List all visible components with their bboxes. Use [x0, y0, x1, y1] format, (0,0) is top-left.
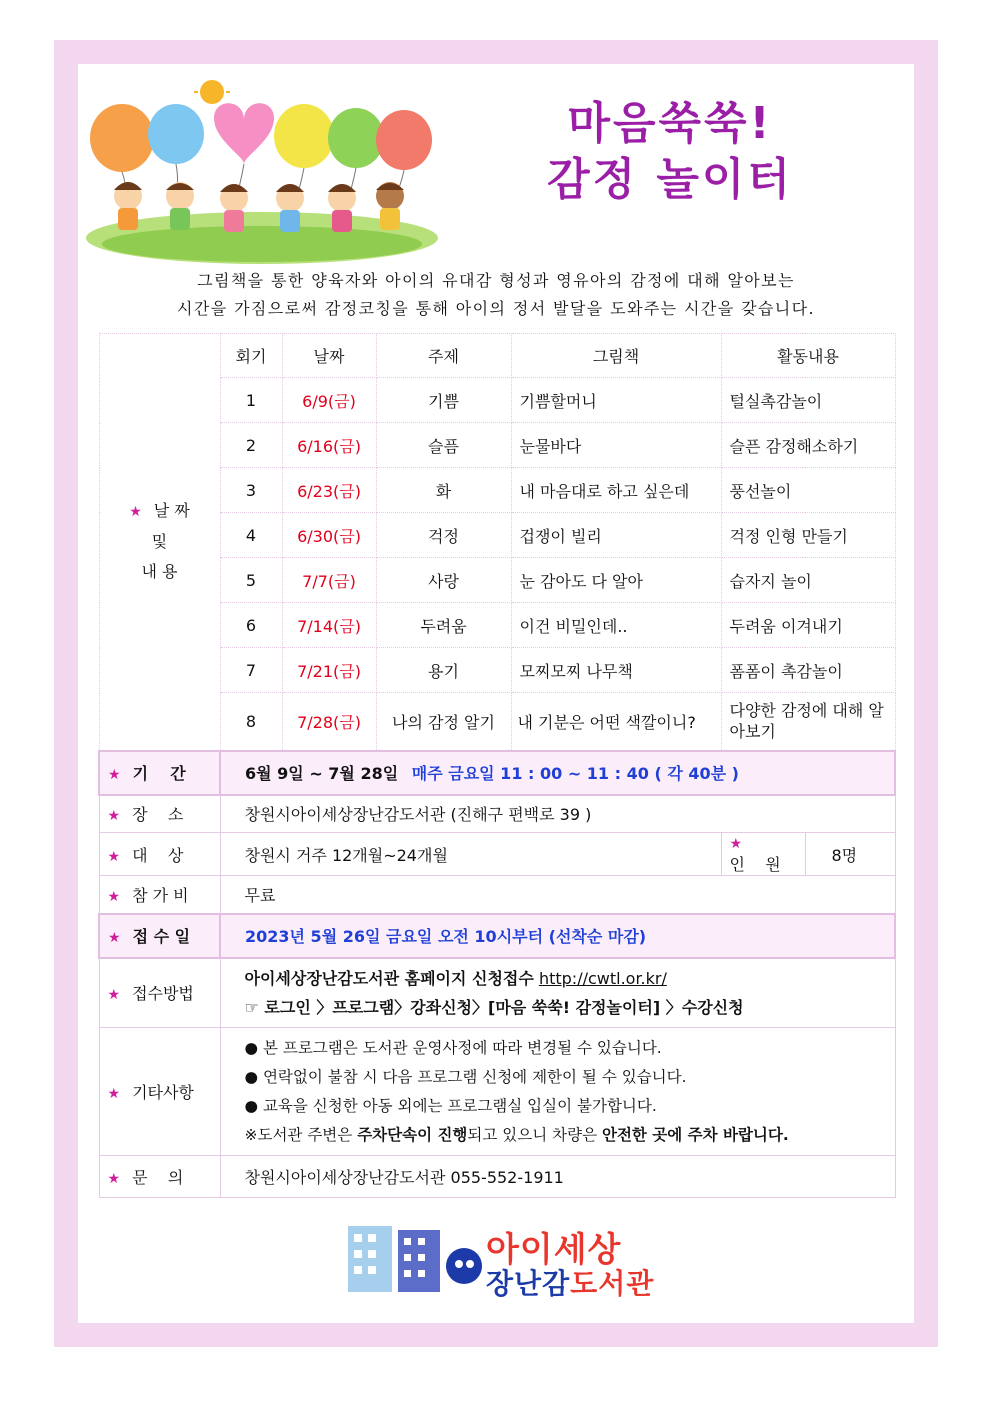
- star-icon: ★: [129, 504, 142, 521]
- fee-row: [99, 876, 895, 914]
- contact-row: [99, 1156, 895, 1198]
- header-no: 회기: [220, 334, 282, 378]
- session-theme: 슬픔: [376, 423, 511, 468]
- intro-line2: 시간을 가짐으로써 감정코칭을 통해 아이의 정서 발달을 도와주는 시간을 갖습니다.: [177, 299, 815, 318]
- session-no: 1: [220, 378, 282, 423]
- count-value: 8명: [805, 833, 895, 876]
- place-value: 창원시아이세상장난감도서관 (진해구 편백로 39 ): [220, 795, 895, 833]
- contact-value: 창원시아이세상장난감도서관 055-552-1911: [220, 1156, 895, 1198]
- star-icon: ★: [108, 930, 121, 946]
- title-line2: 감정 놀이터: [547, 154, 793, 205]
- header-theme: 주제: [376, 334, 511, 378]
- session-date: 6/30(금): [282, 513, 376, 558]
- target-value: 창원시 거주 12개월~24개월: [220, 833, 721, 876]
- balloons-children-illustration: [84, 78, 440, 264]
- session-theme: 사랑: [376, 558, 511, 603]
- receipt-value: 2023년 5월 26일 금요일 오전 10시부터 (선착순 마감): [220, 914, 895, 958]
- title-line1: 마음쑥쑥!: [567, 98, 773, 149]
- star-icon: ★: [729, 836, 743, 852]
- session-book: 내 마음대로 하고 싶은데: [511, 468, 721, 513]
- logo-text-aise: 아이세상: [486, 1230, 622, 1270]
- session-no: 4: [220, 513, 282, 558]
- intro-text: [98, 267, 894, 323]
- method-steps: ☞ 로그인 〉프로그램〉강좌신청〉[마음 쑥쑥! 감정놀이터] 〉수강신청: [244, 997, 744, 1017]
- contact-label: ★ 문 의: [99, 1156, 220, 1198]
- target-label: ★ 대 상: [99, 833, 220, 876]
- page-title: [520, 96, 820, 208]
- target-row: [99, 833, 895, 876]
- parking-note: ※도서관 주변은 주차단속이 진행되고 있으니 차량은 안전한 곳에 주차 바랍니다.: [244, 1125, 789, 1144]
- session-date: 6/23(금): [282, 468, 376, 513]
- header-book: 그림책: [511, 334, 721, 378]
- session-book: 내 기분은 어떤 색깔이니?: [511, 693, 721, 751]
- star-icon: ★: [107, 1086, 121, 1102]
- session-theme: 두려움: [376, 603, 511, 648]
- session-book: 모찌모찌 나무책: [511, 648, 721, 693]
- star-icon: ★: [107, 987, 121, 1004]
- method-label: ★ 접수방법: [99, 958, 220, 1028]
- session-date: 6/16(금): [282, 423, 376, 468]
- star-icon: ★: [107, 808, 121, 825]
- session-theme: 나의 감정 알기: [376, 693, 511, 751]
- session-activity: 다양한 감정에 대해 알아보기: [721, 693, 895, 751]
- session-book: 겁쟁이 빌리: [511, 513, 721, 558]
- session-no: 3: [220, 468, 282, 513]
- fee-label: ★ 참 가 비: [99, 876, 220, 914]
- session-no: 7: [220, 648, 282, 693]
- session-date: 7/7(금): [282, 558, 376, 603]
- note-item: ● 본 프로그램은 도서관 운영사정에 따라 변경될 수 있습니다.: [244, 1038, 662, 1057]
- schedule-row-label: ★ 날 짜 및 내 용: [99, 334, 220, 751]
- note-item: ● 연락없이 불참 시 다음 프로그램 신청에 제한이 될 수 있습니다.: [244, 1067, 687, 1086]
- session-book: 눈 감아도 다 알아: [511, 558, 721, 603]
- session-no: 6: [220, 603, 282, 648]
- intro-line1: 그림책을 통한 양육자와 아이의 유대감 형성과 영유아의 감정에 대해 알아보는: [197, 271, 795, 290]
- session-date: 7/14(금): [282, 603, 376, 648]
- place-row: [99, 795, 895, 833]
- receipt-label: ★ 접 수 일: [99, 914, 220, 958]
- session-no: 2: [220, 423, 282, 468]
- homepage-link[interactable]: http://cwtl.or.kr/: [538, 968, 667, 988]
- place-label: ★ 장 소: [99, 795, 220, 833]
- notes-label: ★ 기타사항: [99, 1028, 220, 1156]
- receipt-row: [99, 914, 895, 958]
- method-value: 아이세상장난감도서관 홈페이지 신청접수 http://cwtl.or.kr/ ☞ 로그인 〉프로그램〉강좌신청〉[마음 쑥쑥! 감정놀이터] 〉수강신청: [220, 958, 895, 1028]
- fee-value: 무료: [220, 876, 895, 914]
- session-activity: 풍선놀이: [721, 468, 895, 513]
- star-icon: ★: [107, 1171, 121, 1187]
- star-icon: ★: [108, 767, 121, 783]
- header-activity: 활동내용: [721, 334, 895, 378]
- notes-value: [220, 1028, 895, 1156]
- session-activity: 폼폼이 촉감놀이: [721, 648, 895, 693]
- header-date: 날짜: [282, 334, 376, 378]
- session-no: 8: [220, 693, 282, 751]
- note-item: ● 교육을 신청한 아동 외에는 프로그램실 입실이 불가합니다.: [244, 1096, 657, 1115]
- session-theme: 화: [376, 468, 511, 513]
- session-activity: 두려움 이겨내기: [721, 603, 895, 648]
- notes-row: [99, 1028, 895, 1156]
- count-label: ★인 원: [721, 833, 805, 876]
- session-date: 6/9(금): [282, 378, 376, 423]
- session-theme: 기쁨: [376, 378, 511, 423]
- session-activity: 걱정 인형 만들기: [721, 513, 895, 558]
- session-book: 이건 비밀인데..: [511, 603, 721, 648]
- session-book: 기쁨할머니: [511, 378, 721, 423]
- session-date: 7/28(금): [282, 693, 376, 751]
- schedule-header-row: [99, 334, 895, 378]
- session-book: 눈물바다: [511, 423, 721, 468]
- session-theme: 걱정: [376, 513, 511, 558]
- star-icon: ★: [107, 888, 121, 905]
- period-row: [99, 751, 895, 795]
- period-value: 6월 9일 ~ 7월 28일 매주 금요일 11 : 00 ~ 11 : 40 ( 각 40분 ): [220, 751, 895, 795]
- program-table: [98, 333, 896, 1198]
- method-row: [99, 958, 895, 1028]
- session-activity: 습자지 놀이: [721, 558, 895, 603]
- session-theme: 용기: [376, 648, 511, 693]
- period-label: ★ 기 간: [99, 751, 220, 795]
- logo-text-line2: 장난감도서관: [486, 1267, 655, 1300]
- session-activity: 슬픈 감정해소하기: [721, 423, 895, 468]
- session-no: 5: [220, 558, 282, 603]
- session-date: 7/21(금): [282, 648, 376, 693]
- session-activity: 털실촉감놀이: [721, 378, 895, 423]
- star-icon: ★: [107, 848, 121, 865]
